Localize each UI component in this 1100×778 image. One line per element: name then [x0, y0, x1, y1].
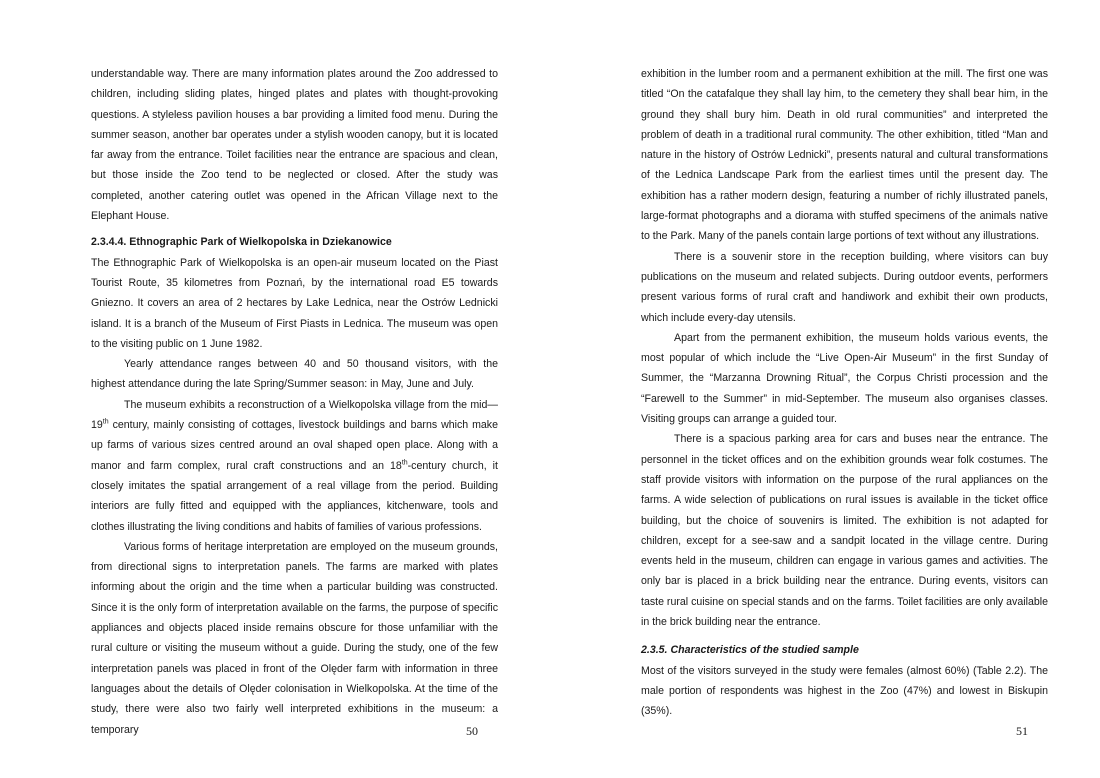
superscript: th	[102, 418, 109, 426]
section-heading: 2.3.5. Characteristics of the studied sample	[641, 644, 859, 657]
paragraph: Apart from the permanent exhibition, the museum holds various events, the most popular of which include the “Live Open-Air Museum” in the first Sunday of Summer, the “Marzanna Drowning Ritual”, the Corpus Christi procession and the “Farewell to the Summer” in mid-September. The museum also organises classes. Visiting groups can arrange a guided tour.	[641, 331, 1048, 426]
page-number: 51	[1016, 724, 1028, 738]
left-text-column	[91, 64, 498, 740]
paragraph	[91, 395, 498, 537]
page-number: 50	[466, 724, 478, 738]
paragraph: Most of the visitors surveyed in the study were females (almost 60%) (Table 2.2). The male portion of respondents was highest in the Zoo (47%) and lowest in Biskupin (35%).	[641, 664, 1048, 718]
right-text-column	[641, 64, 1048, 722]
paragraph: Various forms of heritage interpretation are employed on the museum grounds, from directional signs to interpretation panels. The farms are marked with plates informing about the origin and the time when a particular building was constructed. Since it is the only form of interpretation available on the farms, the purpose of specific appliances and objects placed inside remains obscure for those unfamiliar with the rural culture or visiting the museum without a guide. During the study, one of the few interpretation panels was placed in front of the Olęder farm with information in three languages about the details of Olęder colonisation in Wielkopolska. At the time of the study, there were also two fairly well interpreted exhibitions in the museum: a temporary	[91, 540, 498, 736]
paragraph: Yearly attendance ranges between 40 and 50 thousand visitors, with the highest attendance during the late Spring/Summer season: in May, June and July.	[91, 358, 498, 391]
section-heading: 2.3.4.4. Ethnographic Park of Wielkopolska in Dziekanowice	[91, 236, 392, 249]
paragraph: understandable way. There are many information plates around the Zoo addressed to children, including sliding plates, hinged plates and plates with thought-provoking questions. A styleless pavilion houses a bar providing a limited food menu. During the summer season, another bar operates under a stylish wooden canopy, but it is located far away from the entrance. Toilet facilities near the entrance are spacious and clean, but those inside the Zoo tend to be neglected or closed. After the study was completed, another catering outlet was opened in the African Village next to the Elephant House.	[91, 68, 498, 223]
text-run: The museum exhibits a reconstruction of a Wielkopolska village from the mid—19	[91, 398, 498, 432]
text-run: century, mainly consisting of cottages, livestock buildings and barns which make up farms of various sizes centred around an oval shaped open place. Along with a manor and farm complex, rural craft constructions and an 18	[91, 419, 498, 472]
superscript: th	[401, 459, 408, 467]
paragraph: exhibition in the lumber room and a permanent exhibition at the mill. The first one was titled “On the catafalque they shall lay him, to the cemetery they shall bear him, in the ground they shall bury him. Death in old rural communities” and interpreted the problem of death in a traditional rural community. The other exhibition, titled “Man and nature in the history of Ostrów Lednicki”, presents natural and cultural transformations of the Lednica Landscape Park from the earliest times until the present day. The exhibition has a rather modern design, featuring a number of richly illustrated panels, large-format photographs and a diorama with stuffed specimens of the animals native to the Park. Many of the panels contain large portions of text without any illustrations.	[641, 68, 1048, 243]
paragraph: The Ethnographic Park of Wielkopolska is an open-air museum located on the Piast Tourist Route, 35 kilometres from Poznań, by the international road E5 towards Gniezno. It covers an area of 2 hectares by Lake Lednica, near the Ostrów Lednicki island. It is a branch of the Museum of First Piasts in Lednica. The museum was open to the visiting public on 1 June 1982.	[91, 256, 498, 350]
paragraph: There is a spacious parking area for cars and buses near the entrance. The personnel in the ticket offices and on the exhibition grounds wear folk costumes. The staff provide visitors with information on the purpose of the rural appliances on the farms. A wide selection of publications on rural issues is available in the ticket office building, but the choice of souvenirs is limited. The exhibition is not adapted for children, except for a see-saw and a sandpit located in the village centre. During events held in the museum, children can engage in various games and activities. The only bar is placed in a brick building near the entrance. During events, visitors can taste rural cuisine on special stands and on the farms. Toilet facilities are only available in the brick building near the entrance.	[641, 433, 1048, 629]
right-page	[550, 0, 1100, 778]
paragraph: There is a souvenir store in the reception building, where visitors can buy publications on the museum and related subjects. During outdoor events, performers present various forms of rural craft and handiwork and exhibit their own products, which include every-day utensils.	[641, 250, 1048, 324]
text-run: -century church, it closely imitates the spatial arrangement of a real village from the period. Building interiors are fully fitted and equipped with the appliances, kitchenware, tools and clothes illustrating the living conditions and habits of families of various professions.	[91, 459, 498, 533]
